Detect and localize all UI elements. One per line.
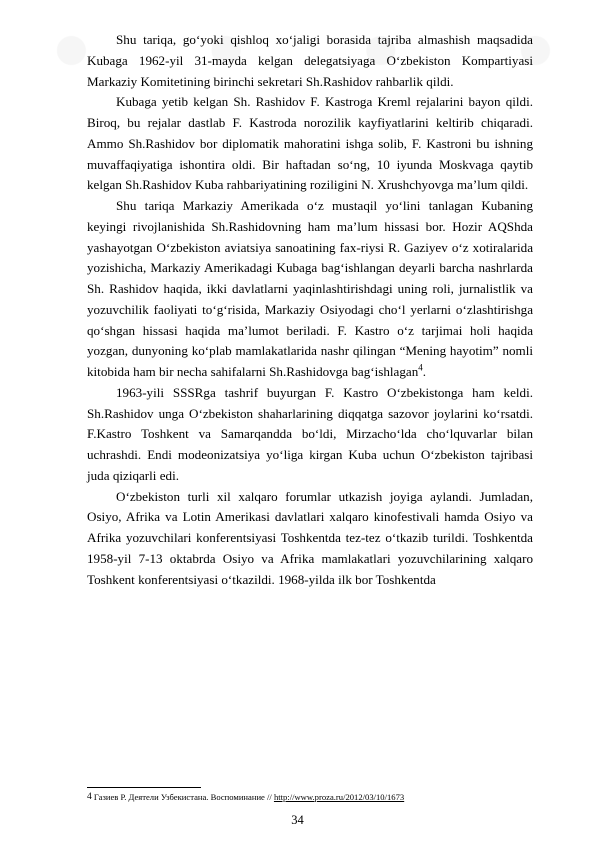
footnote-marker: 4 [87,792,92,802]
body-text [87,30,533,590]
footnote-reference[interactable]: 4 [418,362,423,373]
paragraph-3-end: . [422,364,427,379]
paragraph-3-text: Shu tariqa Markaziy Amerikada o‘z mustaqil yo‘lini tanlagan Kubaning keyingi rivojlanishida Sh.Rashidovning ham ma’lum hissasi bor. Hozir AQShda yashayotgan O‘zbekiston aviatsiya sanoatining fax-riysi R. Gaziyev o‘z xotiralarida yozishicha, Markaziy Amerikadagi Kubaga bag‘ishlangan deyarli barcha nashrlarda Sh. Rashidov haqida, ikki davlatlarni yaqinlashtirishdagi uning roli, jurnalistlik va yozuvchilik faoliyati to‘g‘risida, Markaziy Osiyodagi cho‘l yerlarni o‘zlashtirishga qo‘shgan hissasi haqida ma’lumot beriladi. F. Kastro o‘z tarjimai holi haqida yozgan, dunyoning ko‘plab mamlakatlarida nashr qilingan “Mening hayotim” nomli kitobida ham bir necha sahifalarni Sh.Rashidovga bag‘ishlagan [87,198,533,379]
paragraph-5: O‘zbekiston turli xil xalqaro forumlar utkazish joyiga aylandi. Jumladan, Osiyo, Afrika va Lotin Amerikasi davlatlari xalqaro kinofestivali hamda Osiyo va Afrika yozuvchilari konferentsiyasi Toshkentda tez-tez o‘tkazib turildi. Toshkentda 1958-yil 7-13 oktabrda Osiyo va Afrika mamlakatlari yozuvchilarining xalqaro Toshkent konferentsiyasi o‘tkazildi. 1968-yilda ilk bor Toshkentda [87,488,533,587]
paragraph-4: 1963-yili SSSRga tashrif buyurgan F. Kastro O‘zbekistonga ham keldi. Sh.Rashidov unga O‘zbekiston shaharlarining diqqatga sazovor joylarini ko‘rsatdi. F.Kastro Toshkent va Samarqandda bo‘ldi, Mirzacho‘lda cho‘lquvarlar bilan uchrashdi. Endi modeonizatsiya yo‘liga kirgan Kuba uchun O‘zbekiston tajribasi juda qiziqarli edi. [87,384,533,483]
paragraph-1: Shu tariqa, go‘yoki qishloq xo‘jaligi borasida tajriba almashish maqsadida Kubaga 1962-yil 31-mayda kelgan delegatsiyaga O‘zbekiston Kompartiyasi Markaziy Komitetining birinchi sekretari Sh.Rashidov rahbarlik qildi. [87,32,533,89]
footnote-text: Газиев Р. Деятели Узбекистана. Воспоминание // [93,792,274,802]
paragraph-3 [87,196,533,383]
page-number: 34 [291,813,304,827]
footnote [87,792,537,803]
footnote-link[interactable]: http://www.proza.ru/2012/03/10/1673 [273,792,405,802]
footnote-divider [87,787,201,788]
paragraph-2: Kubaga yetib kelgan Sh. Rashidov F. Kastroga Kreml rejalarini bayon qildi. Biroq, bu rejalar dastlab F. Kastroda norozilik kayfiyatlarini keltirib chiqaradi. Ammo Sh.Rashidov bor diplomatik mahoratini ishga solib, F. Kastroni bu ishning muvaffaqiyatiga ishontira oldi. Bir haftadan so‘ng, 10 iyunda Moskvaga qaytib kelgan Sh.Rashidov Kuba rahbariyatining roziligini N. Xrushchyovga ma’lum qildi. [87,94,533,193]
